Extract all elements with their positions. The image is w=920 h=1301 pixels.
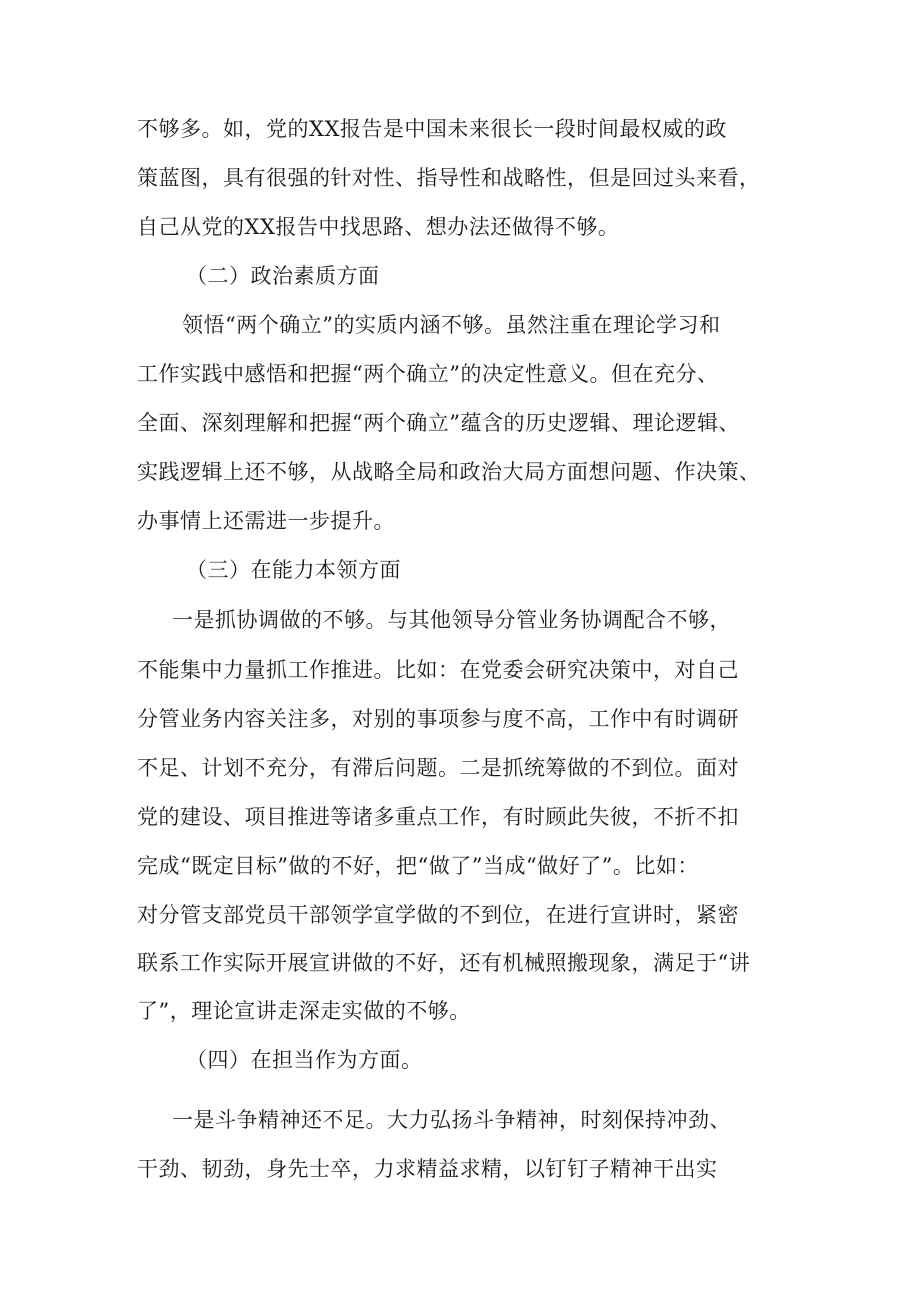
body-text-line: 了”，理论宣讲走深走实做的不够。	[137, 999, 471, 1023]
body-text-line: 一是抓协调做的不够。与其他领导分管业务协调配合不够，	[172, 608, 731, 632]
body-text-line: 对分管支部党员干部领学宣学做的不到位，在进行宣讲时，紧密	[137, 903, 739, 927]
section-heading: （三）在能力本领方面	[186, 558, 401, 582]
body-text-line: 完成“既定目标”做的不好，把“做了”当成“做好了”。比如：	[137, 854, 699, 878]
body-text-line: 办事情上还需进一步提升。	[137, 509, 395, 533]
section-heading: （四）在担当作为方面。	[186, 1048, 423, 1072]
body-text-line: 不够多。如，党的XX报告是中国未来很长一段时间最权威的政	[137, 117, 727, 141]
body-text-line: 分管业务内容关注多，对别的事项参与度不高，工作中有时调研	[137, 707, 739, 731]
body-text-line: 实践逻辑上还不够，从战略全局和政治大局方面想问题、作决策、	[137, 460, 761, 484]
section-heading: （二）政治素质方面	[186, 264, 380, 288]
body-text-line: 不足、计划不充分，有滞后问题。二是抓统筹做的不到位。面对	[137, 756, 739, 780]
body-text-line: 领悟“两个确立”的实质内涵不够。虽然注重在理论学习和	[182, 313, 721, 337]
body-text-line: 干劲、韧劲，身先士卒，力求精益求精，以钉钉子精神干出实	[137, 1157, 718, 1181]
body-text-line: 全面、深刻理解和把握“两个确立”蕴含的历史逻辑、理论逻辑、	[137, 411, 740, 435]
body-text-line: 策蓝图，具有很强的针对性、指导性和战略性，但是回过头来看，	[137, 166, 761, 190]
body-text-line: 自己从党的XX报告中找思路、想办法还做得不够。	[137, 215, 620, 239]
body-text-line: 党的建设、项目推进等诸多重点工作，有时顾此失彼，不折不扣	[137, 805, 739, 829]
body-text-line: 不能集中力量抓工作推进。比如：在党委会研究决策中，对自己	[137, 658, 739, 682]
body-text-line: 工作实践中感悟和把握“两个确立”的决定性意义。但在充分、	[137, 362, 719, 386]
body-text-line: 一是斗争精神还不足。大力弘扬斗争精神，时刻保持冲劲、	[172, 1108, 731, 1132]
body-text-line: 联系工作实际开展宣讲做的不好，还有机械照搬现象，满足于“讲	[137, 951, 751, 975]
